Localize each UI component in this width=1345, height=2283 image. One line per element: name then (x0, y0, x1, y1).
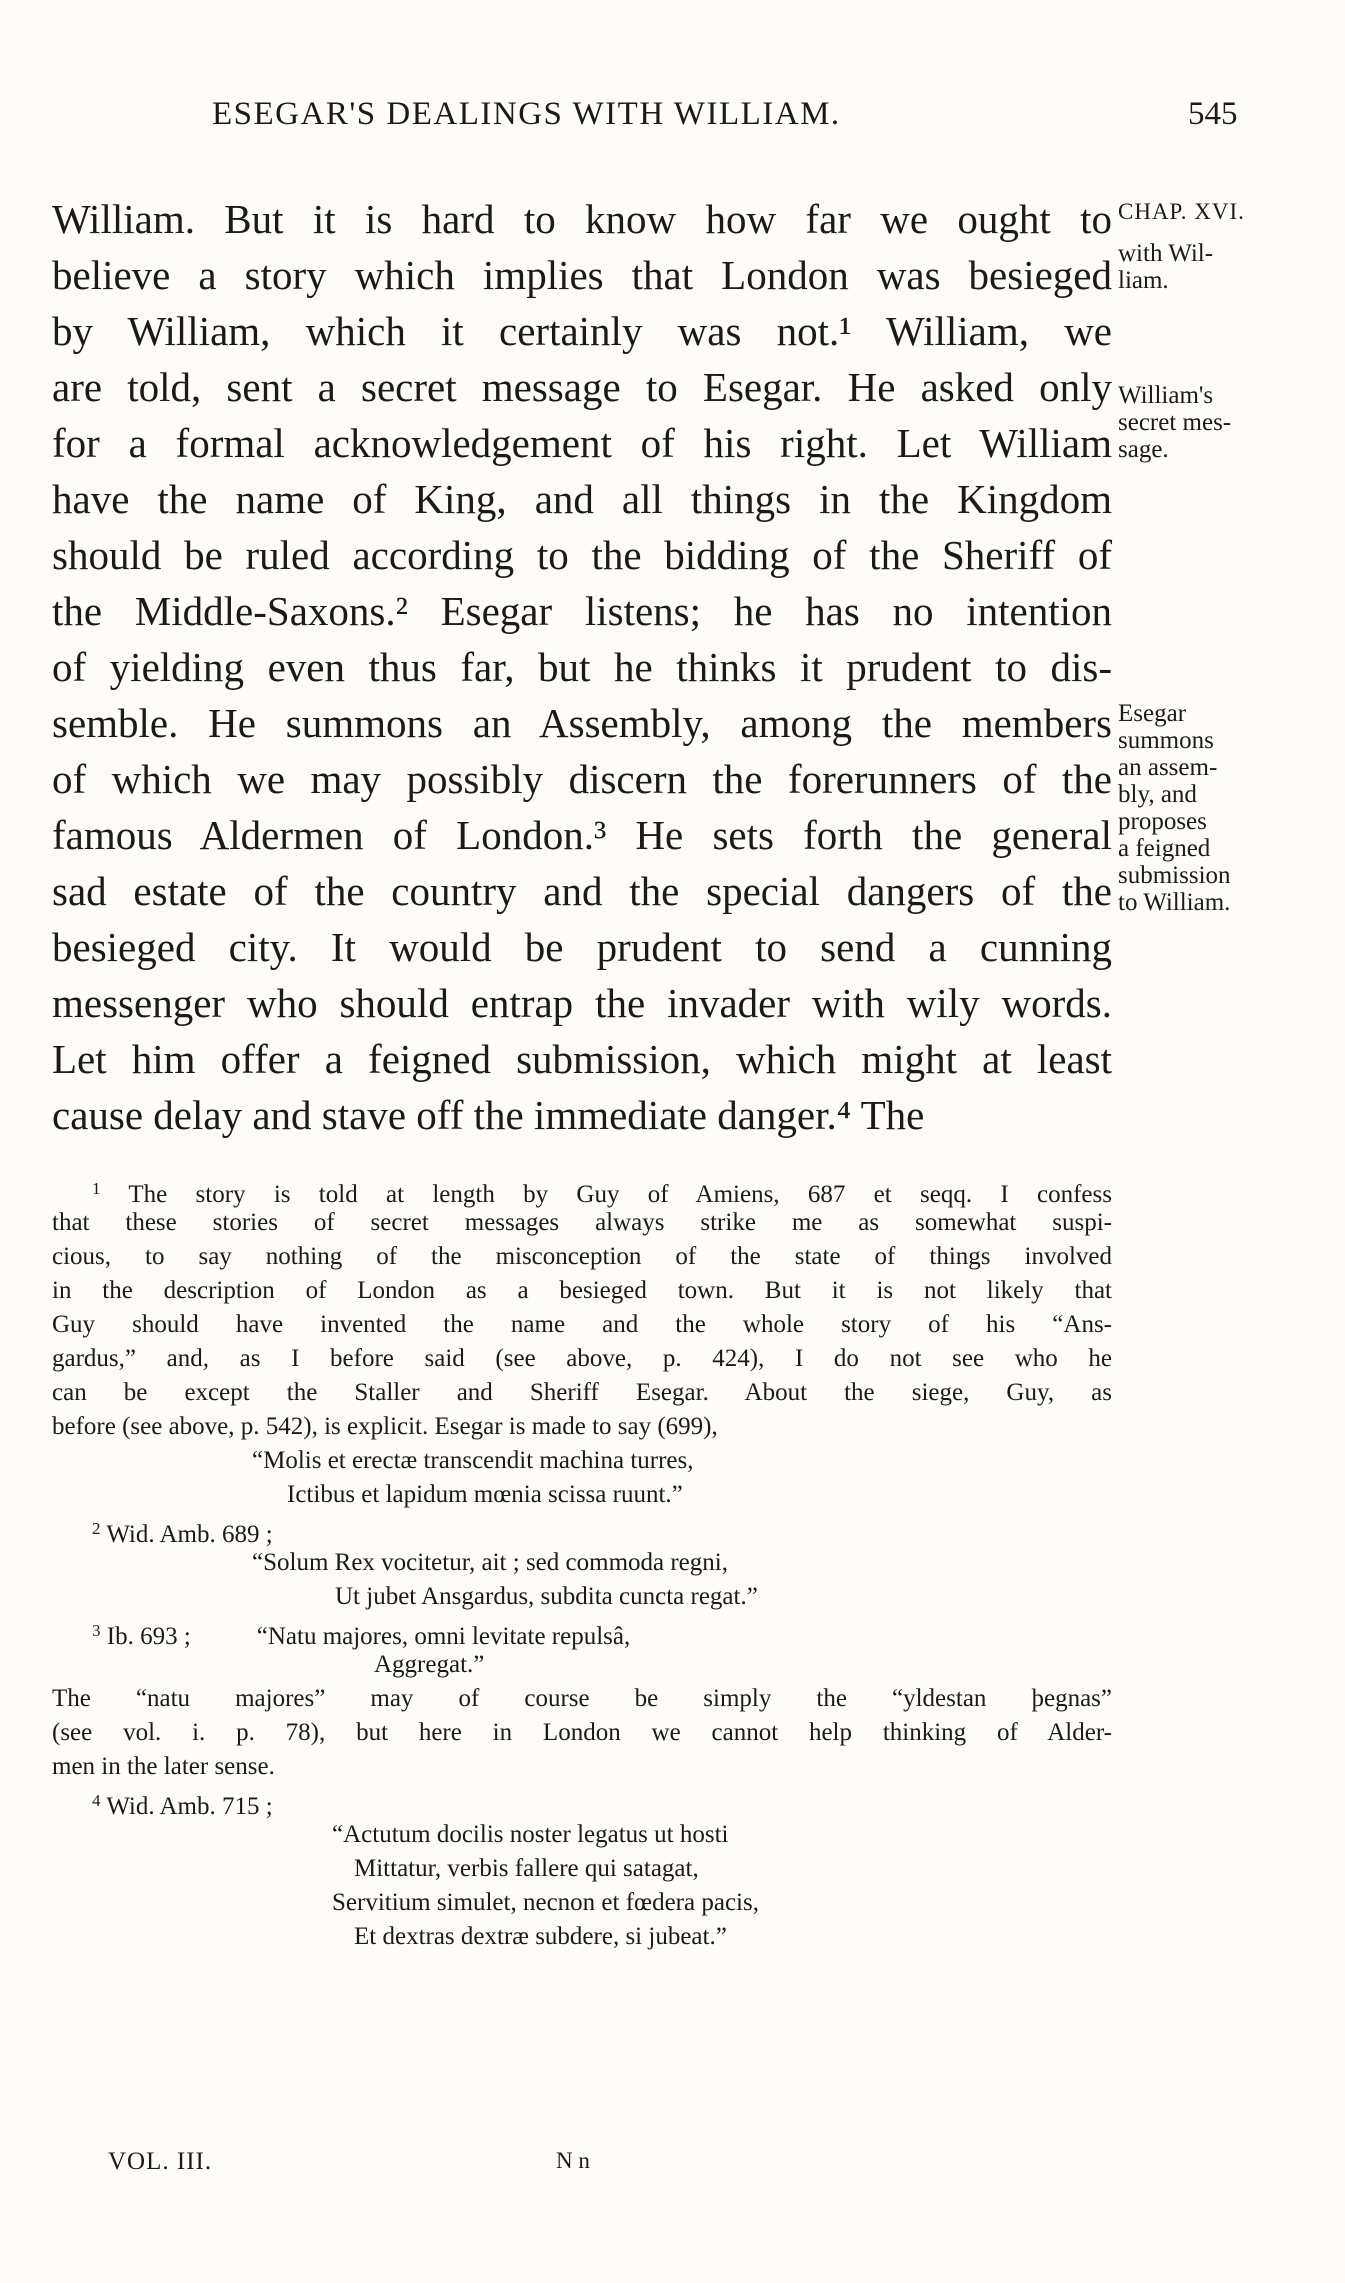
text-line: of yielding even thus far, but he thinks it prudent to dis- (52, 644, 1112, 690)
running-head (0, 96, 1345, 146)
page-footer (0, 2148, 1345, 2188)
text-line: the Middle-Saxons.² Esegar listens; he has no intention (52, 588, 1112, 634)
margin-note-with-william (1118, 240, 1340, 294)
footnote-line: men in the later sense. (52, 1753, 275, 1780)
text-line: are told, sent a secret message to Esegar. He asked only (52, 364, 1112, 410)
verse-line: Et dextras dextræ subdere, si jubeat.” (354, 1923, 727, 1950)
margin-note-line: summons (1118, 727, 1214, 754)
margin-note-line: submission (1118, 862, 1231, 889)
footnotes (52, 1172, 1112, 1954)
footnote-marker: 2 (92, 1519, 101, 1538)
margin-note-line: to William. (1118, 889, 1231, 916)
text-line: believe a story which implies that London was besieged (52, 252, 1112, 298)
margin-note-line: liam. (1118, 267, 1169, 294)
main-text (52, 191, 1112, 1143)
verse-line: Ictibus et lapidum mœnia scissa ruunt.” (287, 1481, 683, 1508)
page-number: 545 (1188, 96, 1238, 132)
verse-line: Servitium simulet, necnon et fœdera pacis, (332, 1889, 759, 1916)
text-line: William. But it is hard to know how far we ought to (52, 196, 1112, 242)
text-line: of which we may possibly discern the forerunners of the (52, 756, 1112, 802)
footnote-line (52, 1784, 1112, 1818)
verse-line: “Molis et erectæ transcendit machina turres, (252, 1447, 694, 1474)
text-line: famous Aldermen of London.³ He sets forth the general (52, 812, 1112, 858)
footnote-line: gardus,” and, as I before said (see above, p. 424), I do not see who he (52, 1345, 1112, 1372)
footnote-line (52, 1614, 1112, 1648)
footnote-line: cious, to say nothing of the misconception of the state of things involved (52, 1243, 1112, 1270)
text-line: cause delay and stave off the immediate danger.⁴ The (52, 1092, 925, 1138)
footnote-line (52, 1172, 1112, 1206)
verse-line: Mittatur, verbis fallere qui satagat, (354, 1855, 699, 1882)
footnote-line: that these stories of secret messages always strike me as somewhat suspi- (52, 1209, 1112, 1236)
margin-note-line: an assem- (1118, 754, 1218, 781)
footnote-line: (see vol. i. p. 78), but here in London we cannot help thinking of Alder- (52, 1719, 1112, 1746)
text-line: by William, which it certainly was not.¹ William, we (52, 308, 1112, 354)
text-line: semble. He summons an Assembly, among the members (52, 700, 1112, 746)
margin-note-chapter (1118, 198, 1340, 225)
margin-note-line: bly, and (1118, 781, 1197, 808)
footnote-line: The “natu majores” may of course be simply the “yldestan þegnas” (52, 1685, 1112, 1712)
footnote-line (52, 1512, 1112, 1546)
margin-note-line: secret mes- (1118, 409, 1232, 436)
text-line: Let him offer a feigned submission, which might at least (52, 1036, 1112, 1082)
text-line: messenger who should entrap the invader with wily words. (52, 980, 1112, 1026)
footnote-marker: 1 (92, 1179, 101, 1198)
footnote-ref: Wid. Amb. 689 ; (106, 1521, 273, 1548)
margin-note-assembly (1118, 700, 1340, 916)
text-line: for a formal acknowledgement of his right. Let William (52, 420, 1112, 466)
margin-note-line: proposes (1118, 808, 1207, 835)
footnote-ref: Wid. Amb. 715 ; (106, 1793, 273, 1820)
margin-note-line: a feigned (1118, 835, 1211, 862)
verse-line: “Actutum docilis noster legatus ut hosti (332, 1821, 729, 1848)
text-line: sad estate of the country and the special dangers of the (52, 868, 1112, 914)
signature-mark: N n (556, 2148, 590, 2173)
verse-line: “Solum Rex vocitetur, ait ; sed commoda regni, (252, 1549, 728, 1576)
footnote-marker: 4 (92, 1791, 101, 1810)
margin-note-line: with Wil- (1118, 240, 1214, 267)
footnote-line: before (see above, p. 542), is explicit. Esegar is made to say (699), (52, 1413, 718, 1440)
margin-note-secret-message (1118, 382, 1340, 463)
verse-line: Aggregat.” (374, 1651, 485, 1678)
margin-note-line: Esegar (1118, 700, 1187, 727)
volume-label: VOL. III. (108, 2148, 213, 2175)
margin-note-line: William's (1118, 382, 1214, 409)
verse-line: Ut jubet Ansgardus, subdita cuncta regat.” (335, 1583, 758, 1610)
footnote-line: Guy should have invented the name and the whole story of his “Ans- (52, 1311, 1112, 1338)
verse-line: “Natu majores, omni levitate repulsâ, (256, 1623, 631, 1650)
footnote-line: can be except the Staller and Sheriff Esegar. About the siege, Guy, as (52, 1379, 1112, 1406)
text-line: have the name of King, and all things in the Kingdom (52, 476, 1112, 522)
text-line: should be ruled according to the bidding of the Sheriff of (52, 532, 1112, 578)
text-line: besieged city. It would be prudent to send a cunning (52, 924, 1112, 970)
running-title: ESEGAR'S DEALINGS WITH WILLIAM. (212, 96, 841, 132)
chapter-label: CHAP. XVI. (1118, 199, 1245, 224)
margin-note-line: sage. (1118, 436, 1169, 463)
footnote-ref: Ib. 693 ; (106, 1623, 191, 1650)
footnote-marker: 3 (92, 1621, 101, 1640)
footnote-line: in the description of London as a besieged town. But it is not likely that (52, 1277, 1112, 1304)
footnote-text: The story is told at length by Guy of Amiens, 687 et seqq. I confess (128, 1181, 1112, 1208)
